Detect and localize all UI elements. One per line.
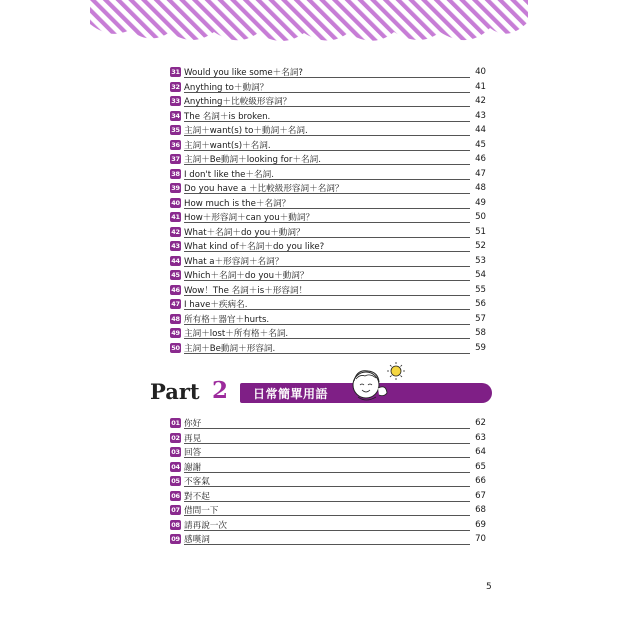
entry-number-badge: 47 bbox=[171, 300, 180, 309]
toc-entry[interactable] bbox=[170, 65, 486, 80]
entry-number-badge: 33 bbox=[171, 97, 180, 106]
toc-entry[interactable] bbox=[170, 283, 486, 298]
leader-line bbox=[184, 338, 470, 339]
entry-page-number: 56 bbox=[475, 299, 486, 310]
entry-title: Which＋名詞＋do you＋動詞？ bbox=[184, 271, 309, 282]
toc-entry[interactable] bbox=[170, 326, 486, 341]
entry-page-number: 64 bbox=[475, 447, 486, 458]
entry-number-badge: 31 bbox=[171, 68, 180, 77]
toc-entry[interactable] bbox=[170, 268, 486, 283]
part1-toc-list bbox=[170, 65, 486, 355]
leader-line bbox=[184, 150, 470, 151]
toc-entry[interactable] bbox=[170, 225, 486, 240]
toc-entry[interactable] bbox=[170, 123, 486, 138]
entry-number-badge: 36 bbox=[171, 140, 180, 149]
entry-title: 你好 bbox=[184, 419, 202, 430]
entry-title: 主詞＋want(s) to＋動詞＋名詞. bbox=[184, 126, 308, 137]
entry-number-badge: 35 bbox=[171, 126, 180, 135]
entry-title: 對不起 bbox=[184, 491, 210, 502]
toc-entry[interactable] bbox=[170, 196, 486, 211]
entry-page-number: 66 bbox=[475, 476, 486, 487]
leader-line bbox=[184, 457, 470, 458]
leader-line bbox=[184, 106, 470, 107]
entry-number-badge: 34 bbox=[171, 111, 180, 120]
leader-line bbox=[184, 309, 470, 310]
entry-page-number: 40 bbox=[475, 67, 486, 78]
entry-page-number: 49 bbox=[475, 197, 486, 208]
leader-line bbox=[184, 237, 470, 238]
entry-number-badge: 32 bbox=[171, 82, 180, 91]
entry-page-number: 44 bbox=[475, 125, 486, 136]
entry-page-number: 45 bbox=[475, 139, 486, 150]
toc-entry[interactable] bbox=[170, 532, 486, 547]
entry-number-badge: 43 bbox=[171, 242, 180, 251]
toc-entry[interactable] bbox=[170, 503, 486, 518]
entry-title: 主詞＋Be動詞＋形容詞. bbox=[184, 343, 276, 354]
entry-number-badge: 03 bbox=[171, 448, 180, 457]
entry-page-number: 70 bbox=[475, 534, 486, 545]
entry-title: 謝謝 bbox=[184, 462, 202, 473]
entry-number-badge: 02 bbox=[171, 433, 180, 442]
entry-title: 主詞＋lost＋所有格＋名詞. bbox=[184, 329, 289, 340]
entry-title: 回答 bbox=[184, 448, 202, 459]
entry-page-number: 65 bbox=[475, 461, 486, 472]
leader-line bbox=[184, 501, 470, 502]
entry-title: 不客氣 bbox=[184, 477, 210, 488]
toc-entry[interactable] bbox=[170, 489, 486, 504]
entry-title: How＋形容詞＋can you＋動詞？ bbox=[184, 213, 315, 224]
entry-number-badge: 07 bbox=[171, 506, 180, 515]
part2-toc-list bbox=[170, 416, 486, 547]
entry-page-number: 41 bbox=[475, 81, 486, 92]
entry-number-badge: 44 bbox=[171, 256, 180, 265]
toc-entry[interactable] bbox=[170, 210, 486, 225]
entry-page-number: 54 bbox=[475, 270, 486, 281]
toc-entry[interactable] bbox=[170, 445, 486, 460]
leader-line bbox=[184, 266, 470, 267]
leader-line bbox=[184, 164, 470, 165]
entry-page-number: 42 bbox=[475, 96, 486, 107]
entry-number-badge: 37 bbox=[171, 155, 180, 164]
toc-entry[interactable] bbox=[170, 94, 486, 109]
leader-line bbox=[184, 179, 470, 180]
entry-title: 借問一下 bbox=[184, 506, 219, 517]
entry-number-badge: 39 bbox=[171, 184, 180, 193]
entry-page-number: 62 bbox=[475, 418, 486, 429]
entry-number-badge: 01 bbox=[171, 419, 180, 428]
leader-line bbox=[184, 443, 470, 444]
entry-title: How much is the＋名詞？ bbox=[184, 198, 291, 209]
entry-page-number: 67 bbox=[475, 490, 486, 501]
entry-number-badge: 50 bbox=[171, 343, 180, 352]
entry-page-number: 46 bbox=[475, 154, 486, 165]
part-label: Part bbox=[150, 379, 200, 404]
entry-page-number: 59 bbox=[475, 342, 486, 353]
toc-entry[interactable] bbox=[170, 416, 486, 431]
leader-line bbox=[184, 515, 470, 516]
entry-page-number: 55 bbox=[475, 284, 486, 295]
entry-number-badge: 45 bbox=[171, 271, 180, 280]
entry-title: Would you like some＋名詞? bbox=[184, 68, 303, 79]
entry-title: I have＋疾病名. bbox=[184, 300, 248, 311]
entry-title: Anything＋比較級形容詞？ bbox=[184, 97, 292, 108]
entry-title: Wow！The 名詞＋is＋形容詞！ bbox=[184, 285, 308, 296]
entry-number-badge: 38 bbox=[171, 169, 180, 178]
leader-line bbox=[184, 208, 470, 209]
entry-number-badge: 49 bbox=[171, 329, 180, 338]
toc-entry[interactable] bbox=[170, 181, 486, 196]
entry-page-number: 48 bbox=[475, 183, 486, 194]
page-number: 5 bbox=[486, 582, 492, 592]
entry-title: 所有格＋器官＋hurts. bbox=[184, 314, 270, 325]
entry-number-badge: 46 bbox=[171, 285, 180, 294]
leader-line bbox=[184, 486, 470, 487]
leader-line bbox=[184, 324, 470, 325]
part2-header bbox=[150, 376, 492, 408]
toc-entry[interactable] bbox=[170, 312, 486, 327]
toc-entry[interactable] bbox=[170, 152, 486, 167]
leader-line bbox=[184, 295, 470, 296]
toc-entry[interactable] bbox=[170, 109, 486, 124]
leader-line bbox=[184, 472, 470, 473]
leader-line bbox=[184, 121, 470, 122]
leader-line bbox=[184, 530, 470, 531]
toc-entry[interactable] bbox=[170, 297, 486, 312]
entry-number-badge: 06 bbox=[171, 491, 180, 500]
entry-page-number: 53 bbox=[475, 255, 486, 266]
leader-line bbox=[184, 353, 470, 354]
entry-title: I don't like the＋名詞. bbox=[184, 169, 274, 180]
stripe-cloud-band bbox=[90, 0, 528, 52]
toc-entry[interactable] bbox=[170, 474, 486, 489]
toc-entry[interactable] bbox=[170, 254, 486, 269]
entry-page-number: 43 bbox=[475, 110, 486, 121]
entry-number-badge: 40 bbox=[171, 198, 180, 207]
entry-number-badge: 41 bbox=[171, 213, 180, 222]
part-title: 日常簡單用語 bbox=[253, 387, 329, 401]
toc-entry[interactable] bbox=[170, 341, 486, 356]
leader-line bbox=[184, 92, 470, 93]
part-number: 2 bbox=[212, 377, 229, 404]
entry-page-number: 69 bbox=[475, 519, 486, 530]
leader-line bbox=[184, 222, 470, 223]
leader-line bbox=[184, 544, 470, 545]
entry-page-number: 52 bbox=[475, 241, 486, 252]
entry-number-badge: 48 bbox=[171, 314, 180, 323]
entry-page-number: 63 bbox=[475, 432, 486, 443]
entry-number-badge: 04 bbox=[171, 462, 180, 471]
leader-line bbox=[184, 135, 470, 136]
smiling-girl-with-sun-icon bbox=[348, 361, 406, 407]
toc-entry[interactable] bbox=[170, 138, 486, 153]
entry-title: What kind of＋名詞＋do you like? bbox=[184, 242, 325, 253]
leader-line bbox=[184, 193, 470, 194]
entry-title: What＋名詞＋do you＋動詞？ bbox=[184, 227, 305, 238]
entry-title: 主詞＋Be動詞＋looking for＋名詞. bbox=[184, 155, 321, 166]
entry-page-number: 50 bbox=[475, 212, 486, 223]
entry-title: 再見 bbox=[184, 433, 202, 444]
leader-line bbox=[184, 428, 470, 429]
entry-title: Anything to＋動詞？ bbox=[184, 82, 269, 93]
toc-entry[interactable] bbox=[170, 239, 486, 254]
entry-title: 主詞＋want(s)＋名詞. bbox=[184, 140, 271, 151]
entry-page-number: 51 bbox=[475, 226, 486, 237]
entry-page-number: 68 bbox=[475, 505, 486, 516]
toc-entry[interactable] bbox=[170, 518, 486, 533]
entry-number-badge: 09 bbox=[171, 535, 180, 544]
leader-line bbox=[184, 77, 470, 78]
entry-title: The 名詞＋is broken. bbox=[184, 111, 271, 122]
entry-number-badge: 42 bbox=[171, 227, 180, 236]
leader-line bbox=[184, 280, 470, 281]
entry-page-number: 47 bbox=[475, 168, 486, 179]
toc-entry[interactable] bbox=[170, 80, 486, 95]
entry-number-badge: 08 bbox=[171, 520, 180, 529]
entry-page-number: 57 bbox=[475, 313, 486, 324]
toc-entry[interactable] bbox=[170, 167, 486, 182]
entry-title: Do you have a ＋比較級形容詞＋名詞？ bbox=[184, 184, 344, 195]
leader-line bbox=[184, 251, 470, 252]
entry-title: What a＋形容詞＋名詞？ bbox=[184, 256, 284, 267]
toc-entry[interactable] bbox=[170, 460, 486, 475]
entry-title: 感嘆詞 bbox=[184, 535, 210, 546]
entry-page-number: 58 bbox=[475, 328, 486, 339]
entry-title: 請再說一次 bbox=[184, 520, 227, 531]
entry-number-badge: 05 bbox=[171, 477, 180, 486]
toc-entry[interactable] bbox=[170, 431, 486, 446]
